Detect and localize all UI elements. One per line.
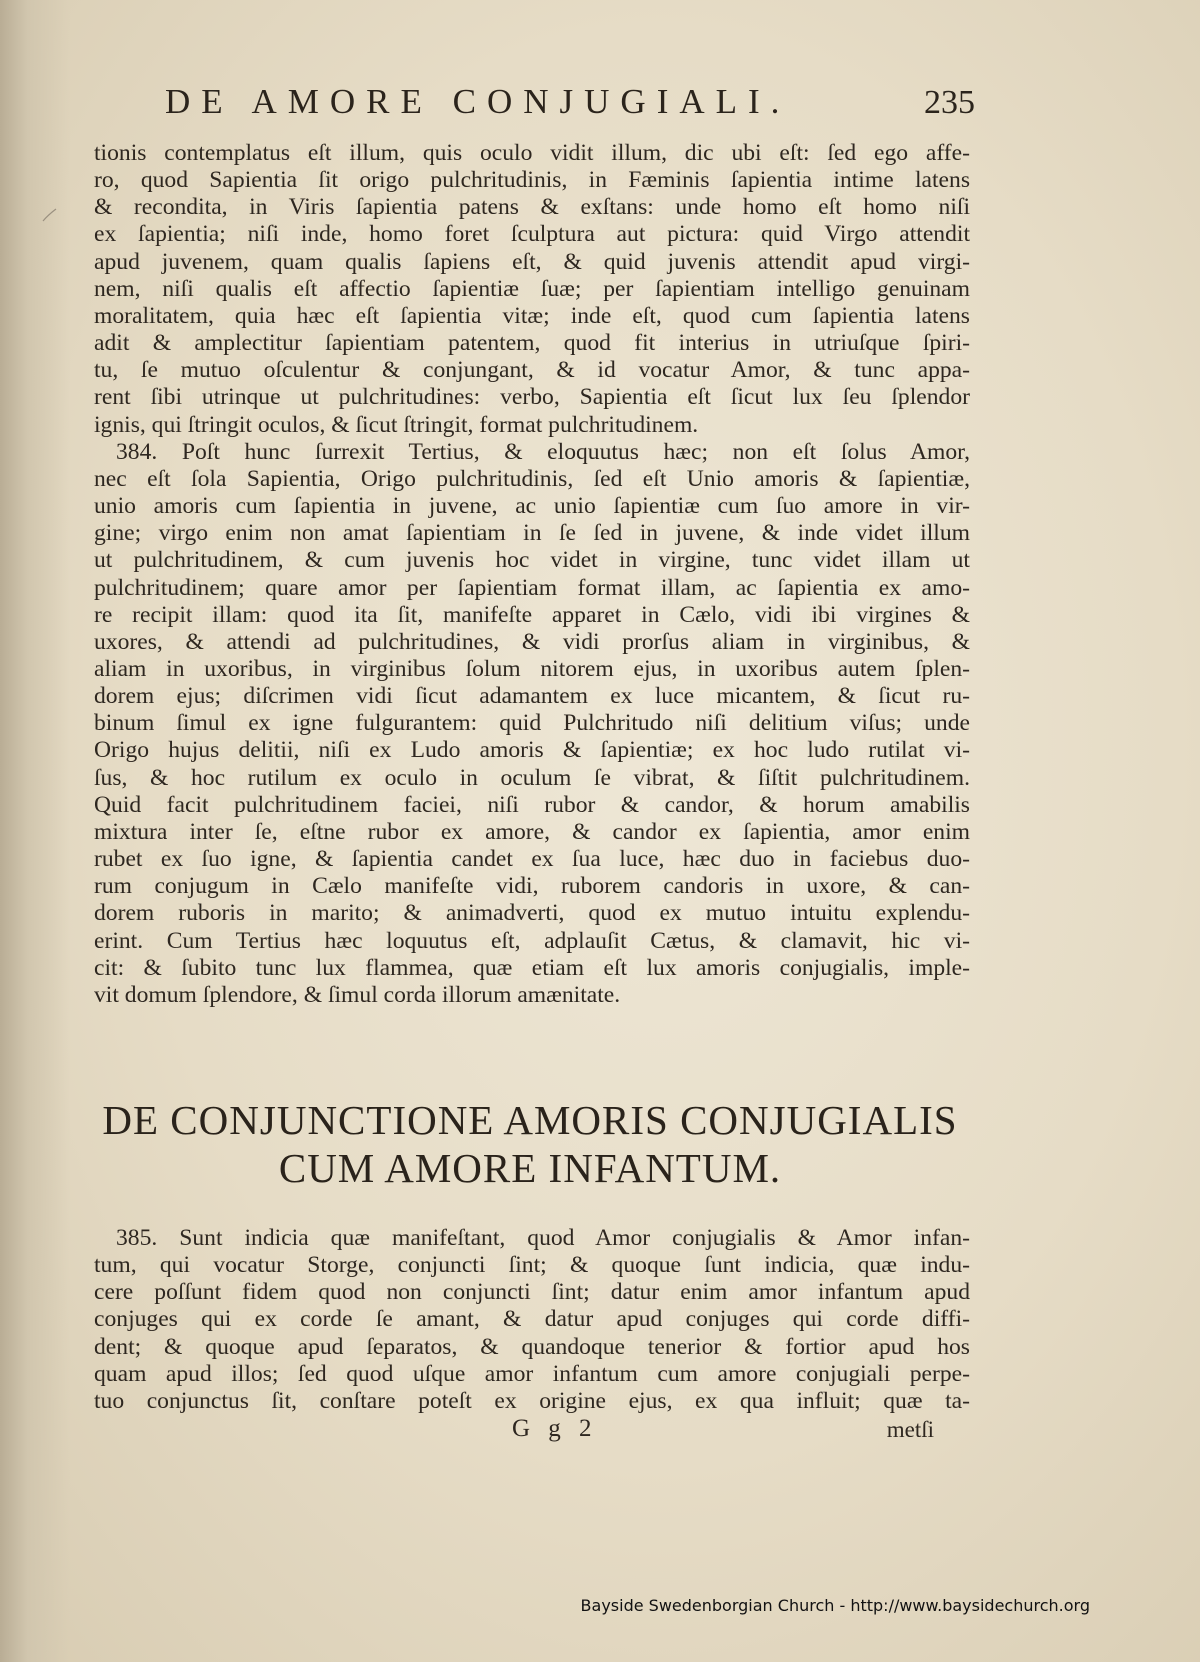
text-line: tum, qui vocatur Storge, conjuncti ſint; & quoque ſunt indicia, quæ indu-: [94, 1252, 970, 1279]
text-line: binum ſimul ex igne fulgurantem: quid Pulchritudo niſi delitium viſus; unde: [94, 710, 970, 737]
pencil-mark-icon: [40, 205, 60, 225]
text-line: conjuges qui ex corde ſe amant, & datur apud conjuges qui corde diffi-: [94, 1306, 970, 1333]
text-line: cit: & ſubito tunc lux flammea, quæ etiam eſt lux amoris conjugialis, imple-: [94, 954, 970, 981]
section-heading: [100, 1096, 960, 1192]
text-line: 385. Sunt indicia quæ manifeſtant, quod Amor conjugialis & Amor infan-: [116, 1225, 970, 1251]
text-line: Quid facit pulchritudinem faciei, niſi rubor & candor, & horum amabilis: [94, 791, 970, 818]
section-heading-line-2: CUM AMORE INFANTUM.: [278, 1145, 782, 1191]
text-line: nem, niſi qualis eſt affectio ſapientiæ ſuæ; per ſapientiam intelligo genuinam: [94, 275, 970, 302]
text-line: adit & amplectitur ſapientiam patentem, quod fit interius in utriuſque ſpiri-: [94, 330, 970, 357]
text-line: tu, ſe mutuo oſculentur & conjungant, & id vocatur Amor, & tunc appa-: [94, 357, 970, 384]
text-line: dorem ejus; diſcrimen vidi ſicut adamantem ex luce micantem, & ſicut ru-: [94, 683, 970, 710]
text-line: pulchritudinem; quare amor per ſapientiam format illam, ac ſapientia ex amo-: [94, 574, 970, 601]
second-text-block: [94, 1225, 970, 1415]
text-line: dent; & quoque apud ſeparatos, & quandoque tenerior & fortior apud hos: [94, 1333, 970, 1360]
running-title: DE AMORE CONJUGIALI.: [165, 82, 791, 121]
text-line: unio amoris cum ſapientia in juvene, ac unio ſapientiæ cum ſuo amore in vir-: [94, 493, 970, 520]
text-line: rubet ex ſuo igne, & ſapientia candet ex ſua luce, hæc duo in faciebus duo-: [94, 846, 970, 873]
text-line: cere poſſunt fidem quod non conjuncti ſint; datur enim amor infantum apud: [94, 1279, 970, 1306]
text-line: vit domum ſplendore, & ſimul corda illorum amænitate.: [94, 981, 621, 1008]
text-line: dorem ruboris in marito; & animadverti, quod ex mutuo intuitu explendu-: [94, 900, 970, 927]
paragraph-2: [94, 439, 970, 1009]
text-line: ex ſapientia; niſi inde, homo foret ſculptura aut pictura: quid Virgo attendit: [94, 221, 970, 248]
text-line: tionis contemplatus eſt illum, quis oculo vidit illum, dic ubi eſt: ſed ego affe-: [94, 140, 970, 166]
printer-signature: G g 2: [512, 1415, 598, 1442]
text-line: mixtura inter ſe, eſtne rubor ex amore, & candor ex ſapientia, amor enim: [94, 818, 970, 845]
text-line: uxores, & attendi ad pulchritudines, & vidi prorſus aliam in virginibus, &: [94, 628, 970, 655]
text-line: ignis, qui ſtringit oculos, & ſicut ſtringit, format pulchritudinem.: [94, 411, 699, 438]
text-line: 384. Poſt hunc ſurrexit Tertius, & eloquutus hæc; non eſt ſolus Amor,: [116, 438, 970, 465]
text-line: quam apud illos; ſed quod uſque amor infantum cum amore conjugiali perpe-: [94, 1360, 970, 1387]
section-heading-line-1: DE CONJUNCTIONE AMORIS CONJUGIALIS: [102, 1097, 958, 1143]
text-line: moralitatem, quia hæc eſt ſapientia vitæ; inde eſt, quod cum ſapientia latens: [94, 302, 970, 329]
text-line: apud juvenem, quam qualis ſapiens eſt, & quid juvenis attendit apud virgi-: [94, 248, 970, 275]
running-head: [165, 78, 975, 128]
text-line: ut pulchritudinem, & cum juvenis hoc videt in virgine, tunc videt illam ut: [94, 547, 970, 574]
text-line: gine; virgo enim non amat ſapientiam in ſe ſed in juvene, & inde videt illum: [94, 520, 970, 547]
text-line: rent ſibi utrinque ut pulchritudines: verbo, Sapientia eſt ſicut lux ſeu ſplendor: [94, 384, 970, 411]
text-line: nec eſt ſola Sapientia, Origo pulchritudinis, ſed eſt Unio amoris & ſapientiæ,: [94, 465, 970, 492]
main-text-block: [94, 140, 970, 1009]
text-line: & recondita, in Viris ſapientia patens & exſtans: unde homo eſt homo niſi: [94, 194, 970, 221]
binding-shadow: [0, 0, 70, 1662]
footer-credit: Bayside Swedenborgian Church - http://www.baysidechurch.org: [580, 1596, 1090, 1615]
text-line: aliam in uxoribus, in virginibus ſolum nitorem ejus, in uxoribus autem ſplen-: [94, 655, 970, 682]
paragraph-3: [94, 1225, 970, 1415]
text-line: ro, quod Sapientia ſit origo pulchritudinis, in Fæminis ſapientia intime latens: [94, 167, 970, 194]
signature-line: [94, 1415, 970, 1445]
text-line: Origo hujus delitii, niſi ex Ludo amoris & ſapientiæ; ex hoc ludo rutilat vi-: [94, 737, 970, 764]
text-line: rum conjugum in Cælo manifeſte vidi, ruborem candoris in uxore, & can-: [94, 873, 970, 900]
catchword: metſi: [886, 1417, 934, 1442]
text-line: re recipit illam: quod ita ſit, manifeſte apparet in Cælo, vidi ibi virgines &: [94, 601, 970, 628]
text-line: erint. Cum Tertius hæc loquutus eſt, adplauſit Cætus, & clamavit, hic vi-: [94, 927, 970, 954]
page-number: 235: [924, 84, 975, 121]
paragraph-1: [94, 140, 970, 439]
text-line: ſus, & hoc rutilum ex oculo in oculum ſe vibrat, & ſiſtit pulchritudinem.: [94, 764, 970, 791]
text-line: tuo conjunctus ſit, conſtare poteſt ex origine ejus, ex qua influit; quæ ta-: [94, 1387, 970, 1414]
